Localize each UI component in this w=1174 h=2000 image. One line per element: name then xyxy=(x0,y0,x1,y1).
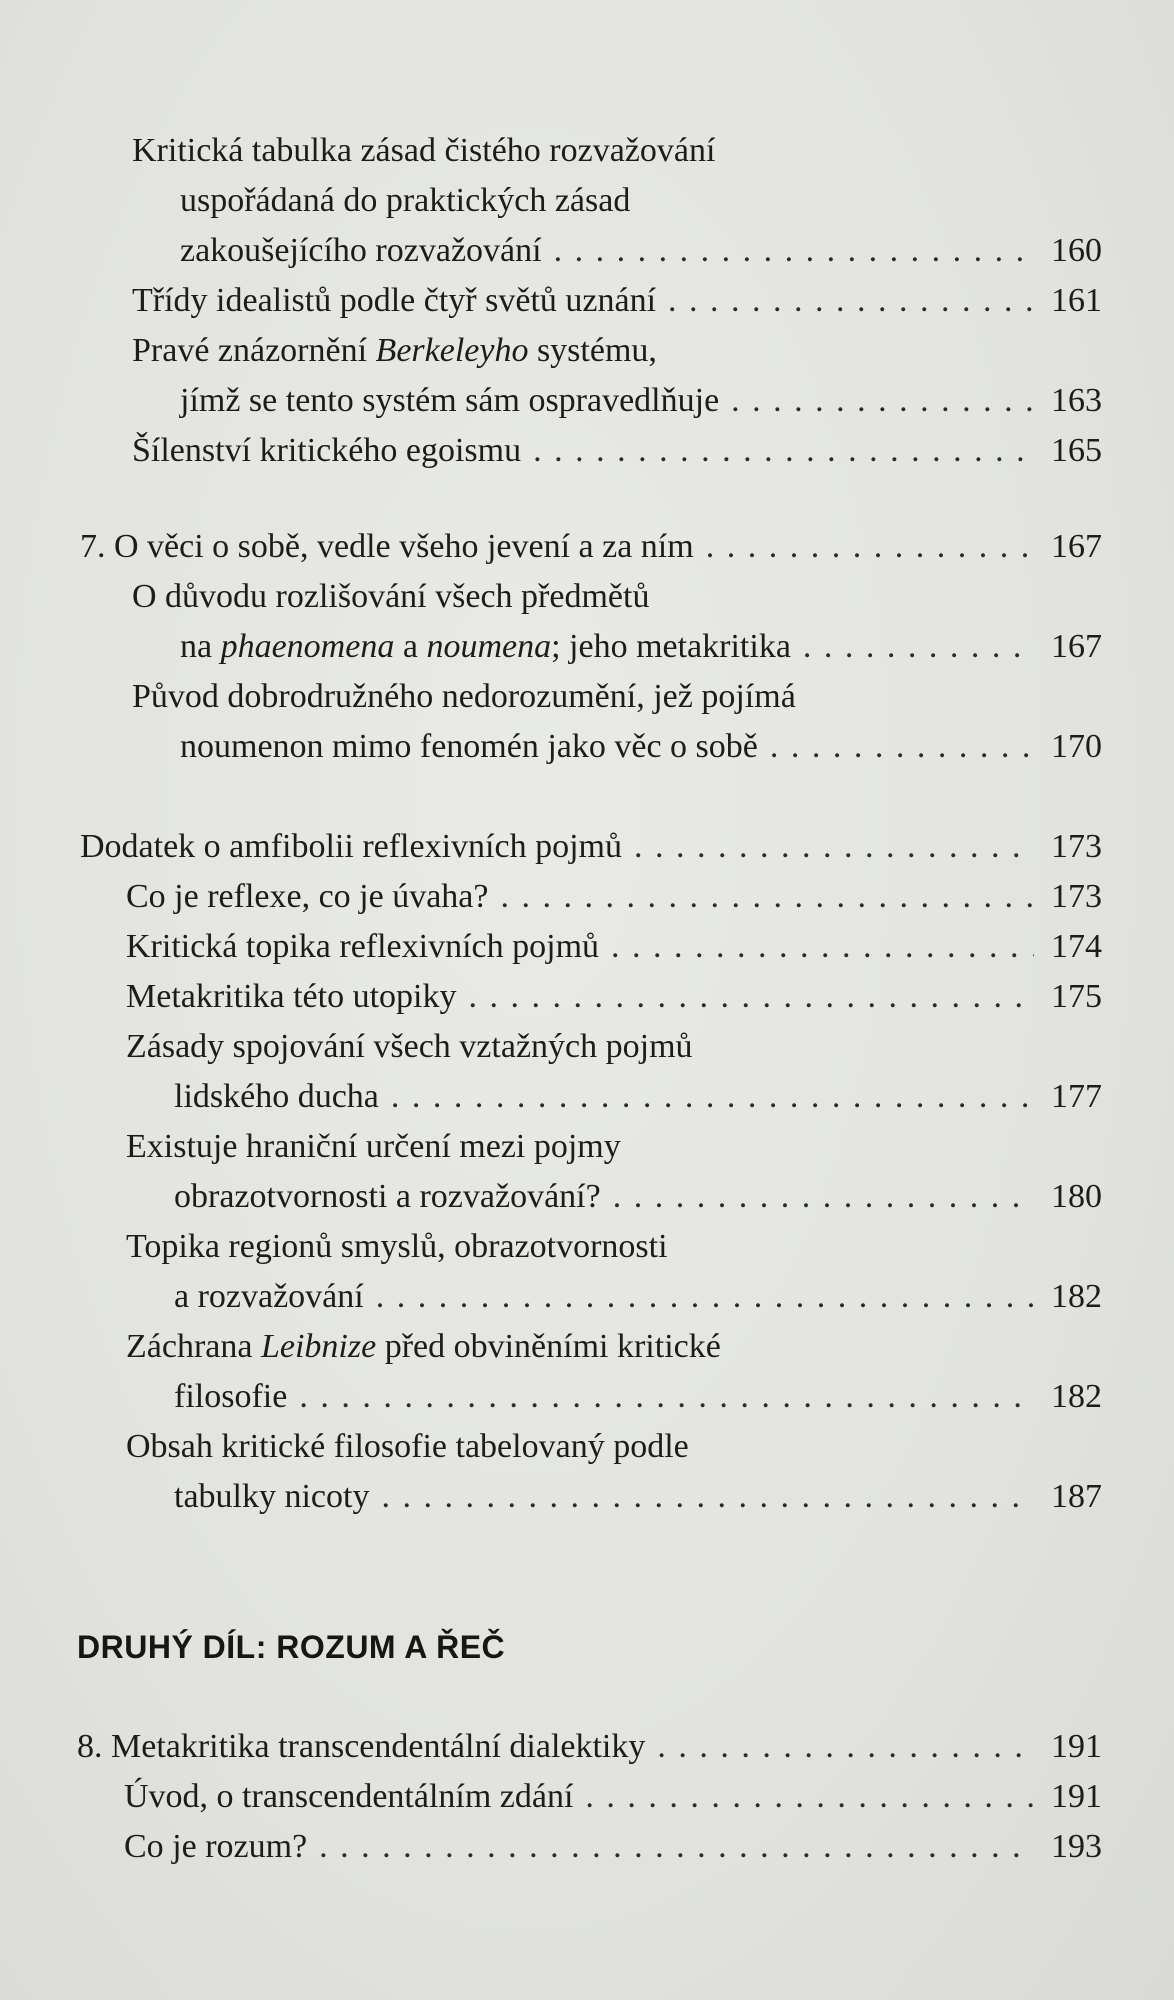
page-number: 173 xyxy=(1051,828,1102,865)
dot-leader xyxy=(803,622,1034,672)
toc-entry-continuation xyxy=(180,722,1102,772)
toc-entry-title: 7. O věci o sobě, vedle všeho jevení a za ním xyxy=(80,528,694,565)
toc-entry-title: Záchrana Leibnize před obviněními kritické xyxy=(126,1328,721,1365)
page-number: 187 xyxy=(1051,1478,1102,1515)
page-number: 167 xyxy=(1051,528,1102,565)
dot-leader xyxy=(770,722,1034,772)
toc-entry xyxy=(126,1022,1102,1072)
page-number: 182 xyxy=(1051,1378,1102,1415)
toc-entry-title: Zásady spojování všech vztažných pojmů xyxy=(126,1028,693,1065)
toc-entry-continuation xyxy=(180,226,1102,276)
toc-entry-title: a rozvažování xyxy=(174,1278,364,1315)
toc-entry xyxy=(126,1422,1102,1472)
part-heading: DRUHÝ DÍL: ROZUM A ŘEČ xyxy=(77,1629,506,1665)
page-number: 175 xyxy=(1051,978,1102,1015)
toc-chapter-entry xyxy=(80,522,1102,572)
toc-entry xyxy=(126,872,1102,922)
toc-entry-title: noumenon mimo fenomén jako věc o sobě xyxy=(180,728,758,765)
page-number: 191 xyxy=(1051,1728,1102,1765)
toc-entry-title: Kritická tabulka zásad čistého rozvažování xyxy=(132,132,716,169)
toc-entry xyxy=(126,1322,1102,1372)
italic-term: phaenomena xyxy=(220,628,395,665)
toc-entry-title: na phaenomena a noumena; jeho metakritika xyxy=(180,628,791,665)
toc-entry-continuation xyxy=(174,1072,1102,1122)
toc-entry-title: Topika regionů smyslů, obrazotvornosti xyxy=(126,1228,668,1265)
dot-leader xyxy=(585,1772,1034,1822)
toc-entry-title: Třídy idealistů podle čtyř světů uznání xyxy=(132,282,657,319)
page-number: 182 xyxy=(1051,1278,1102,1315)
dot-leader xyxy=(299,1372,1034,1422)
toc-entry-continuation xyxy=(174,1172,1102,1222)
toc-entry xyxy=(132,672,1102,722)
dot-leader xyxy=(731,376,1034,426)
toc-entry-title: Šílenství kritického egoismu xyxy=(132,432,522,469)
dot-leader xyxy=(533,426,1034,476)
italic-name: Leibnize xyxy=(260,1328,377,1365)
toc-entry-title: Obsah kritické filosofie tabelovaný podle xyxy=(126,1428,689,1465)
page-number: 174 xyxy=(1051,928,1102,965)
toc-entry-title: Co je rozum? xyxy=(124,1828,308,1865)
italic-name: Berkeleyho xyxy=(375,332,529,369)
dot-leader xyxy=(391,1072,1034,1122)
toc-entry xyxy=(132,126,1102,176)
page-number: 177 xyxy=(1051,1078,1102,1115)
page-number: 193 xyxy=(1051,1828,1102,1865)
toc-entry xyxy=(132,326,1102,376)
toc-entry xyxy=(126,922,1102,972)
toc-entry xyxy=(132,426,1102,476)
toc-entry-title: Dodatek o amfibolii reflexivních pojmů xyxy=(80,828,622,865)
toc-chapter-entry xyxy=(80,822,1102,872)
toc-entry-title: obrazotvornosti a rozvažování? xyxy=(174,1178,601,1215)
toc-entry-title: Kritická topika reflexivních pojmů xyxy=(126,928,600,965)
toc-entry xyxy=(126,1122,1102,1172)
toc-entry xyxy=(126,972,1102,1022)
toc-entry-title: tabulky nicoty xyxy=(174,1478,370,1515)
page-number: 170 xyxy=(1051,728,1102,765)
toc-entry xyxy=(126,1222,1102,1272)
toc-entry-title: lidského ducha xyxy=(174,1078,379,1115)
dot-leader xyxy=(319,1822,1034,1872)
page-number: 160 xyxy=(1051,232,1102,269)
page-number: 165 xyxy=(1051,432,1102,469)
toc-entry-continuation xyxy=(180,176,1102,226)
dot-leader xyxy=(500,872,1034,922)
toc-entry-title: Úvod, o transcendentálním zdání xyxy=(124,1778,574,1815)
page-number: 163 xyxy=(1051,382,1102,419)
dot-leader xyxy=(706,522,1034,572)
toc-entry-title: zakoušejícího rozvažování xyxy=(180,232,542,269)
page-number: 161 xyxy=(1051,282,1102,319)
toc-entry-continuation xyxy=(180,376,1102,426)
toc-entry-continuation xyxy=(174,1372,1102,1422)
toc-chapter-entry xyxy=(77,1722,1102,1772)
dot-leader xyxy=(634,822,1034,872)
toc-entry-title: Pravé znázornění Berkeleyho systému, xyxy=(132,332,657,369)
toc-entry-title: Metakritika této utopiky xyxy=(126,978,457,1015)
toc-entry-title: Původ dobrodružného nedorozumění, jež pojímá xyxy=(132,678,796,715)
toc-entry xyxy=(124,1822,1102,1872)
toc-entry xyxy=(124,1772,1102,1822)
toc-entry-title: Co je reflexe, co je úvaha? xyxy=(126,878,489,915)
dot-leader xyxy=(376,1272,1034,1322)
dot-leader xyxy=(469,972,1035,1022)
toc-entry-title: 8. Metakritika transcendentální dialektiky xyxy=(77,1728,646,1765)
dot-leader xyxy=(613,1172,1034,1222)
toc-entry-title: uspořádaná do praktických zásad xyxy=(180,182,631,219)
dot-leader xyxy=(611,922,1034,972)
toc-entry-title: filosofie xyxy=(174,1378,288,1415)
toc-entry xyxy=(132,572,1102,622)
page-number: 167 xyxy=(1051,628,1102,665)
page-number: 173 xyxy=(1051,878,1102,915)
dot-leader xyxy=(657,1722,1034,1772)
page-number: 191 xyxy=(1051,1778,1102,1815)
toc-entry-continuation xyxy=(174,1472,1102,1522)
toc-entry xyxy=(132,276,1102,326)
italic-term: noumena xyxy=(426,628,552,665)
dot-leader xyxy=(554,226,1034,276)
toc-entry-title: jímž se tento systém sám ospravedlňuje xyxy=(180,382,720,419)
toc-entry-continuation xyxy=(174,1272,1102,1322)
toc-entry-continuation xyxy=(180,622,1102,672)
page-number: 180 xyxy=(1051,1178,1102,1215)
toc-entry-title: Existuje hraniční určení mezi pojmy xyxy=(126,1128,621,1165)
toc-entry-title: O důvodu rozlišování všech předmětů xyxy=(132,578,650,615)
dot-leader xyxy=(668,276,1034,326)
dot-leader xyxy=(381,1472,1034,1522)
